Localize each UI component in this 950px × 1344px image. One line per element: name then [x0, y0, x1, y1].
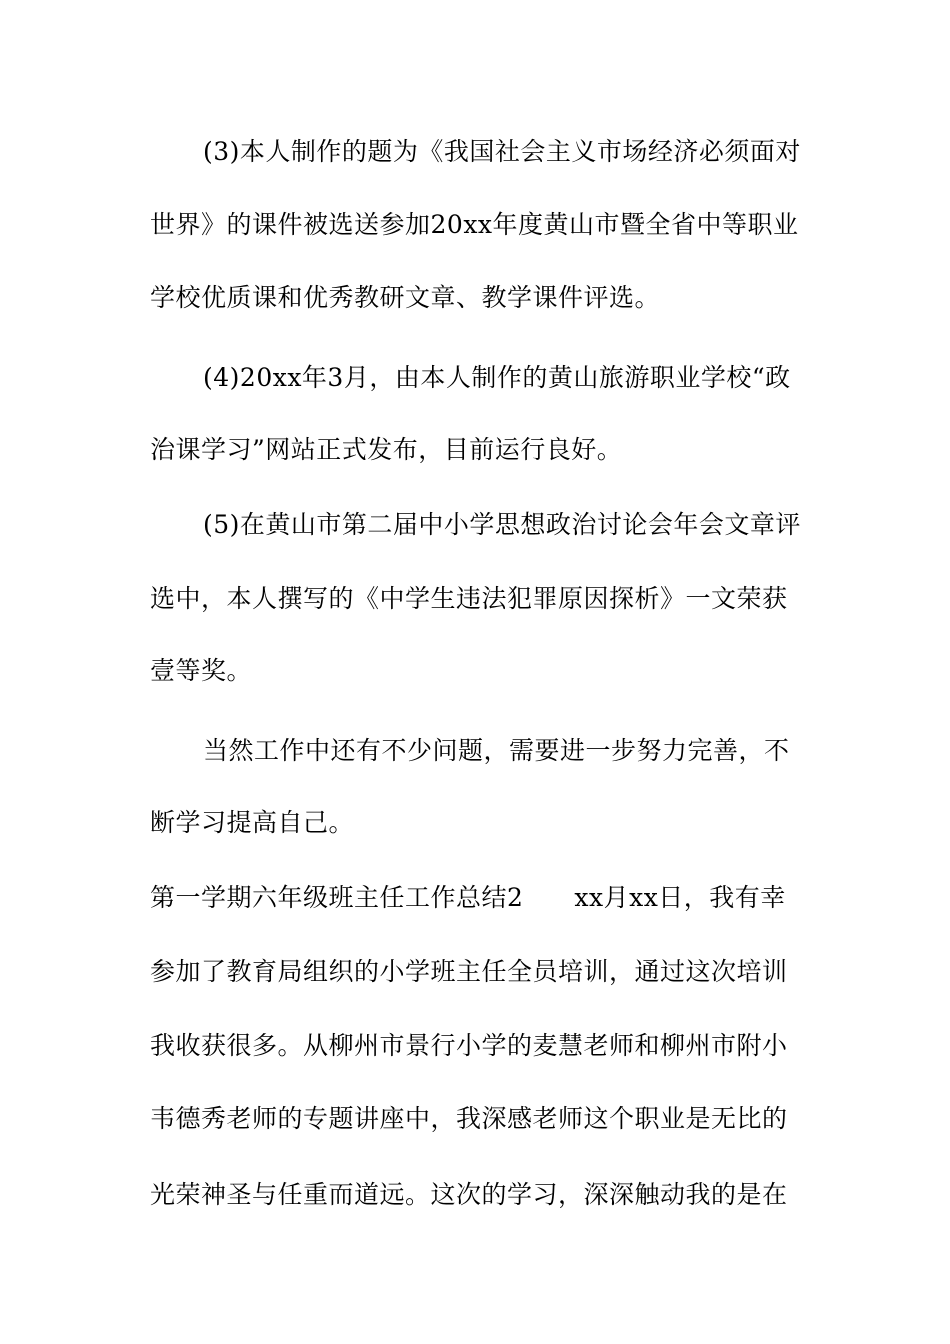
text-line: (5)在黄山市第二届中小学思想政治讨论会年会文章评 [203, 510, 801, 539]
text-line: (4)20xx年3月，由本人制作的黄山旅游职业学校“政 [203, 363, 791, 392]
text-line: 当然工作中还有不少问题，需要进一步努力完善，不 [203, 736, 790, 765]
text-line: 第一学期六年级班主任工作总结2 xx月xx日，我有幸 [150, 883, 786, 912]
text-line: 选中，本人撰写的《中学生违法犯罪原因探析》一文荣获 [150, 584, 788, 613]
text-line: 参加了教育局组织的小学班主任全员培训，通过这次培训 [150, 957, 788, 986]
text-line: 治课学习”网站正式发布，目前运行良好。 [150, 435, 623, 464]
text-line: 光荣神圣与任重而道远。这次的学习，深深触动我的是在 [150, 1180, 788, 1209]
text-line: 壹等奖。 [150, 656, 253, 685]
text-line: 我收获很多。从柳州市景行小学的麦慧老师和柳州市附小 [150, 1031, 788, 1060]
text-line: 世界》的课件被选送参加20xx年度黄山市暨全省中等职业 [150, 210, 799, 239]
text-line: (3)本人制作的题为《我国社会主义市场经济必须面对 [203, 137, 801, 166]
text-line: 韦德秀老师的专题讲座中，我深感老师这个职业是无比的 [150, 1104, 788, 1133]
text-line: 学校优质课和优秀教研文章、教学课件评选。 [150, 283, 661, 312]
text-line: 断学习提高自己。 [150, 808, 355, 837]
